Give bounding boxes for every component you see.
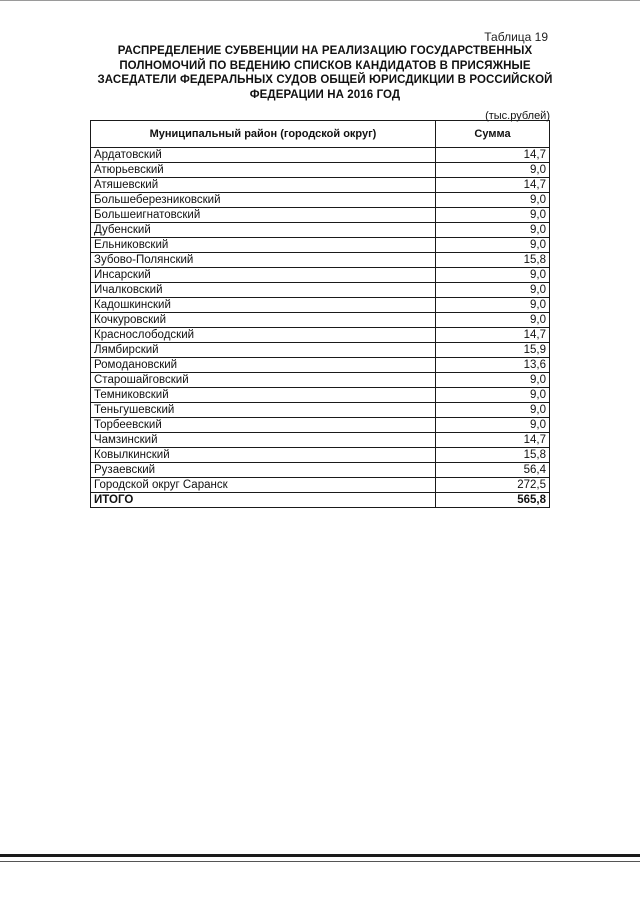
amount-value: 14,7 [436, 148, 550, 163]
table-row [91, 388, 550, 403]
municipality-name: Кочкуровский [91, 313, 436, 328]
municipality-name: Зубово-Полянский [91, 253, 436, 268]
total-row [91, 493, 550, 508]
municipality-name: Большеберезниковский [91, 193, 436, 208]
header-amount: Сумма [436, 121, 550, 148]
amount-value: 14,7 [436, 178, 550, 193]
amount-value: 9,0 [436, 418, 550, 433]
municipality-name: Рузаевский [91, 463, 436, 478]
municipality-name: Старошайговский [91, 373, 436, 388]
amount-value: 15,9 [436, 343, 550, 358]
amount-value: 14,7 [436, 433, 550, 448]
table-row [91, 433, 550, 448]
municipality-name: Инсарский [91, 268, 436, 283]
scan-top-edge [0, 0, 640, 1]
amount-value: 56,4 [436, 463, 550, 478]
amount-value: 9,0 [436, 193, 550, 208]
table-row [91, 418, 550, 433]
table-row [91, 283, 550, 298]
table-row [91, 268, 550, 283]
amount-value: 9,0 [436, 238, 550, 253]
amount-value: 15,8 [436, 448, 550, 463]
amount-value: 9,0 [436, 208, 550, 223]
table-row [91, 238, 550, 253]
table-row [91, 313, 550, 328]
table-row [91, 193, 550, 208]
municipality-name: Теньгушевский [91, 403, 436, 418]
table-row [91, 463, 550, 478]
table-row [91, 208, 550, 223]
table-row [91, 358, 550, 373]
municipality-name: Лямбирский [91, 343, 436, 358]
table-number: Таблица 19 [484, 30, 548, 44]
table-row [91, 163, 550, 178]
table-row [91, 178, 550, 193]
amount-value: 9,0 [436, 313, 550, 328]
municipality-name: Атюрьевский [91, 163, 436, 178]
table-row [91, 253, 550, 268]
amount-value: 272,5 [436, 478, 550, 493]
subvention-table [90, 120, 550, 508]
amount-value: 9,0 [436, 373, 550, 388]
municipality-name: Ичалковский [91, 283, 436, 298]
amount-value: 9,0 [436, 163, 550, 178]
municipality-name: Ковылкинский [91, 448, 436, 463]
amount-value: 15,8 [436, 253, 550, 268]
amount-value: 14,7 [436, 328, 550, 343]
municipality-name: Атяшевский [91, 178, 436, 193]
document-title: РАСПРЕДЕЛЕНИЕ СУБВЕНЦИИ НА РЕАЛИЗАЦИЮ ГОСУДАРСТВЕННЫХ ПОЛНОМОЧИЙ ПО ВЕДЕНИЮ СПИСКОВ КАНДИДАТОВ В ПРИСЯЖНЫЕ ЗАСЕДАТЕЛИ ФЕДЕРАЛЬНЫХ СУДОВ ОБЩЕЙ ЮРИСДИКЦИИ В РОССИЙСКОЙ ФЕДЕРАЦИИ НА 2016 ГОД [97, 45, 553, 101]
municipality-name: Большеигнатовский [91, 208, 436, 223]
municipality-name: Темниковский [91, 388, 436, 403]
municipality-name: Чамзинский [91, 433, 436, 448]
table-row [91, 298, 550, 313]
total-value: 565,8 [436, 493, 550, 508]
amount-value: 9,0 [436, 223, 550, 238]
table-header-row [91, 121, 550, 148]
table-row [91, 478, 550, 493]
municipality-name: Краснослободский [91, 328, 436, 343]
table-row [91, 448, 550, 463]
table-row [91, 223, 550, 238]
table-row [91, 328, 550, 343]
table-row [91, 148, 550, 163]
amount-value: 13,6 [436, 358, 550, 373]
municipality-name: Ромодановский [91, 358, 436, 373]
units-label: (тыс.рублей) [485, 110, 550, 122]
table-row [91, 403, 550, 418]
scan-bottom-edge-thin [0, 861, 640, 862]
table-row [91, 373, 550, 388]
table-row [91, 343, 550, 358]
scan-bottom-edge [0, 854, 640, 857]
municipality-name: Городской округ Саранск [91, 478, 436, 493]
municipality-name: Ельниковский [91, 238, 436, 253]
municipality-name: Дубенский [91, 223, 436, 238]
amount-value: 9,0 [436, 403, 550, 418]
header-municipality: Муниципальный район (городской округ) [91, 121, 436, 148]
municipality-name: Кадошкинский [91, 298, 436, 313]
amount-value: 9,0 [436, 268, 550, 283]
municipality-name: Торбеевский [91, 418, 436, 433]
amount-value: 9,0 [436, 283, 550, 298]
amount-value: 9,0 [436, 388, 550, 403]
municipality-name: Ардатовский [91, 148, 436, 163]
total-label: ИТОГО [91, 493, 436, 508]
amount-value: 9,0 [436, 298, 550, 313]
